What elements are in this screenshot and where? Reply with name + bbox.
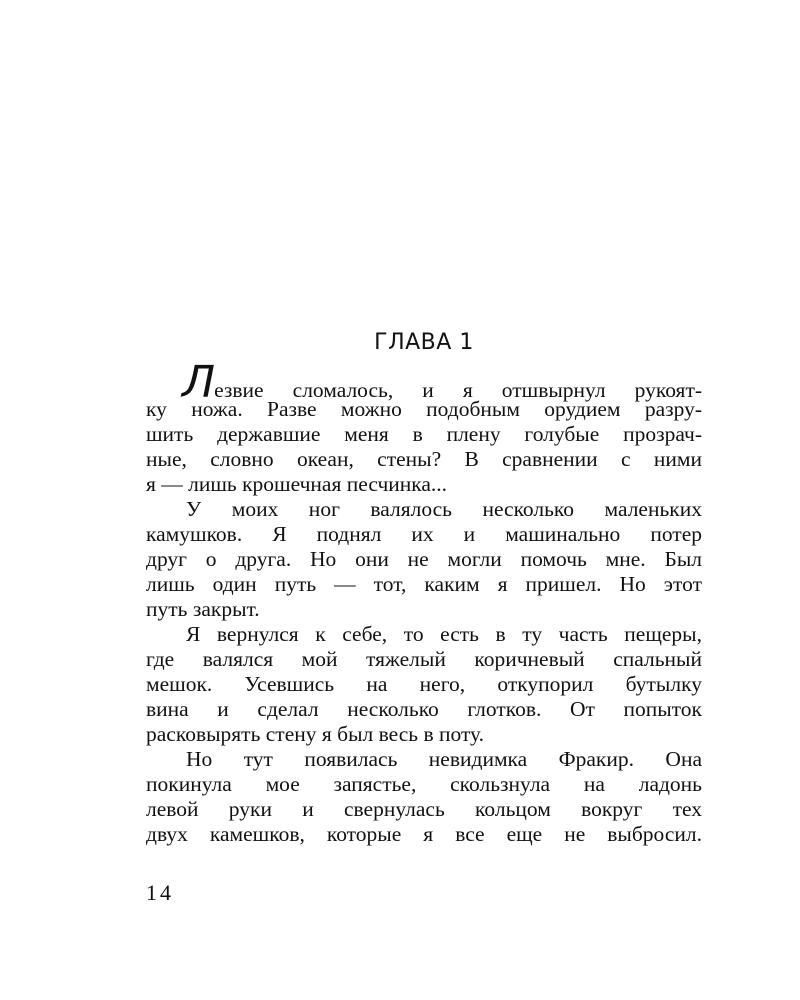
text-line: камушков. Я поднял их и машинально потер: [146, 522, 702, 546]
text-line: я — лишь крошечная песчинка...: [146, 472, 448, 496]
page-number: 14: [146, 880, 174, 905]
text-line: покинула мое запястье, скользнула на ладонь: [146, 772, 702, 796]
paragraph-1: [146, 357, 702, 497]
text-line: Я вернулся к себе, то есть в ту часть пещеры,: [186, 622, 702, 646]
text-line: шить державшие меня в плену голубые прозрач-: [146, 422, 702, 446]
text-line: двух камешков, которые я все еще не выбросил.: [146, 822, 702, 846]
text-line: Лезвие сломалось, и я отшвырнул рукоят-: [182, 357, 702, 408]
paragraph-2: [146, 497, 702, 622]
text-line: вина и сделал несколько глотков. От попыток: [146, 697, 702, 721]
chapter-title: ГЛАВА 1: [374, 330, 474, 355]
text-line: друг о друга. Но они не могли помочь мне. Был: [146, 547, 702, 571]
text-line: левой руки и свернулась кольцом вокруг тех: [146, 797, 702, 821]
text-line: ные, словно океан, стены? В сравнении с ними: [146, 447, 702, 471]
text-line: лишь один путь — тот, каким я пришел. Но этот: [146, 572, 702, 596]
paragraph-4: [146, 747, 702, 847]
text-line: Но тут появилась невидимка Фракир. Она: [186, 747, 702, 771]
text-line: мешок. Усевшись на него, откупорил бутылку: [146, 672, 702, 696]
text-line: расковырять стену я был весь в поту.: [146, 722, 485, 746]
body-text: [146, 357, 702, 847]
text-line: У моих ног валялось несколько маленьких: [186, 497, 702, 521]
paragraph-3: [146, 622, 702, 747]
text-line: где валялся мой тяжелый коричневый спальный: [146, 647, 702, 671]
text-line: путь закрыт.: [146, 597, 260, 621]
text-line: ку ножа. Разве можно подобным орудием разру-: [146, 397, 702, 421]
drop-cap: Л: [182, 357, 215, 408]
